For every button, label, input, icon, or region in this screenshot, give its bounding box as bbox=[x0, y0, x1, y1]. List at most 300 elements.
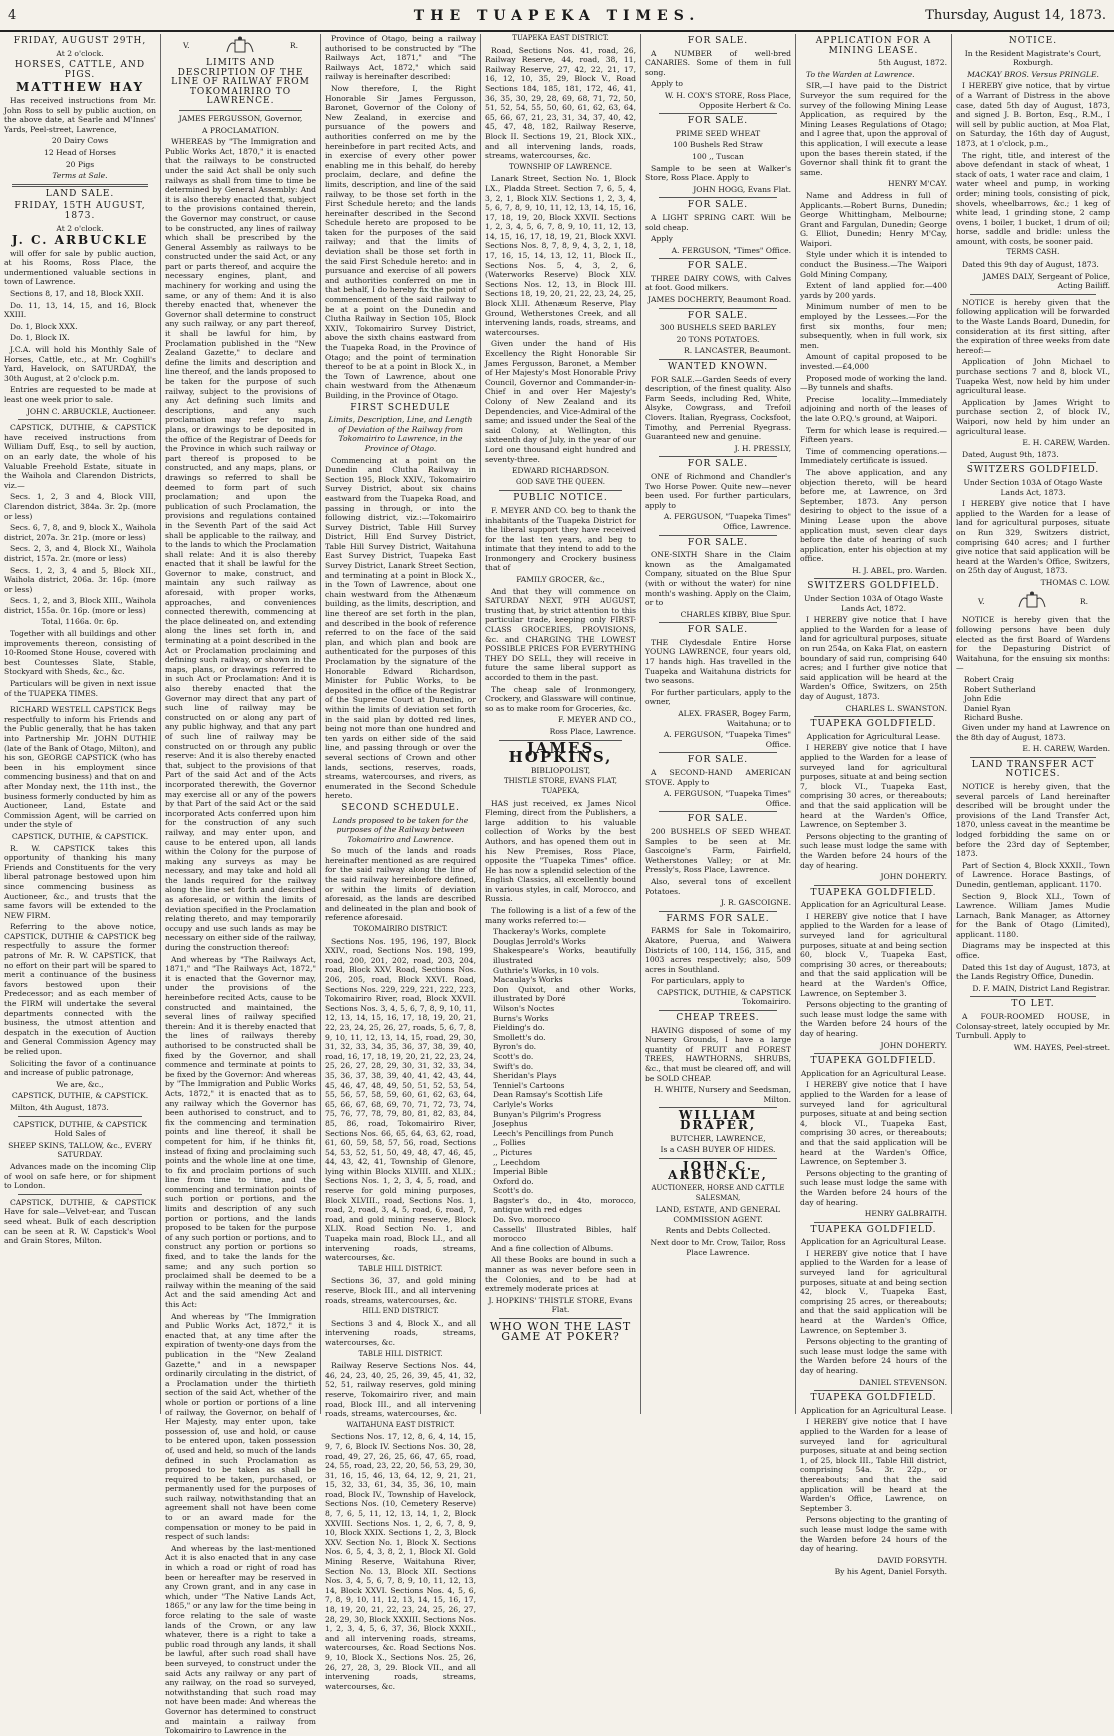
ad-body: Part of Section 4, Block XXXII., Town of Lawrence. Horace Bastings, of Dunedin, gentleman, applicant. 1170. bbox=[956, 860, 1110, 889]
ad-heading: FOR SALE. bbox=[687, 310, 749, 321]
list-item: Carlyle's Works bbox=[493, 1099, 553, 1109]
ad-heading: FOR SALE. bbox=[687, 36, 749, 46]
ad-body: Referring to the above notice, CAPSTICK, DUTHIE & CAPSTICK beg respectfully to assure the former patrons of Mr. R. W. CAPSTICK, that no effort on their part will be spared to merit a continuance of the business favors bestowed upon their Predecessor; and as each member of the FIRM will undertake the several departments connected with the business, the utmost attention and despatch in the execution of Auction and General Commission Agency may be relied upon. bbox=[4, 922, 156, 1056]
ad-body: CAPSTICK, DUTHIE, & CAPSTICK have received instructions from William Duff, Esq., to sell by auction, on an early date, the whole of his Valuable Freehold Estate, situate in the Waihola and Clarendon Districts, viz.— bbox=[4, 423, 156, 490]
divider bbox=[659, 308, 777, 309]
list-item: Imperial Bible bbox=[493, 1167, 548, 1177]
lot-item: Secs. 1, 2, 3 and 4, Block VIII, Clarendon district, 384a. 3r. 2p. (more or less) bbox=[4, 492, 156, 521]
case-name: MACKAY BROS. Versus PRINGLE. bbox=[967, 69, 1099, 79]
ad-body: I HEREBY give notice that I have applied to the Warden for a lease of surveyed land for agricultural purposes, situate at and being section 42, block V., Tuapeka East, comprising 25 acres, or thereabouts; and that the said application will be heard at the Warden's Office, Lawrence, on September 3. bbox=[800, 1248, 947, 1335]
list-item: Guthrie's Works, in 10 vols. bbox=[493, 965, 600, 975]
signature: JOHN C. ARBUCKLE, Auctioneer. bbox=[26, 406, 156, 416]
ad-body: Given under my hand at Lawrence on the 8th day of August, 1873. bbox=[956, 723, 1110, 742]
dateline: Milton, 4th August, 1873. bbox=[10, 1102, 109, 1112]
signature: E. H. CAREW, Warden. bbox=[1022, 438, 1110, 448]
list-item: Don Quixot, and other Works, illustrated by Doré bbox=[493, 984, 636, 1004]
ad-body: Persons objecting to the granting of such lease must lodge the same with the Warden before 24 hours of the day of hearing. bbox=[800, 1515, 947, 1554]
divider bbox=[970, 996, 1096, 997]
dateline: 5th August, 1872. bbox=[878, 58, 947, 68]
divider bbox=[18, 701, 142, 702]
signature: JOHN DOHERTY. bbox=[880, 1040, 947, 1050]
signature: R. LANCASTER, Beaumont. bbox=[684, 346, 791, 356]
sale-time: At 2 o'clock. bbox=[56, 223, 104, 233]
ad-body: A FOUR-ROOMED HOUSE, in Colonsay-street, lately occupied by Mr. Turnbull. Apply to bbox=[956, 1012, 1110, 1041]
notice-heading: APPLICATION FOR A MINING LEASE. bbox=[815, 36, 932, 56]
proclamation-paragraph: And whereas by the last-mentioned Act it is also enacted that in any case in which a road or right of road has been or hereafter may be reserved in any Crown grant, and in any case in which, under "The Native Lands Act, 1865," or any law for the time being in force relating to the sale of waste lands of the Crown, or any law whatever, there is a right to take a public road through any lands, it shall be lawful, after such road shall have been surveyed, to construct under the said Acts any railway or any part of any railway, on the road so surveyed, notwithstanding that such road may not have been made: And whereas the Governor has determined to construct and maintain a railway from Tokomairiro to Lawrence in the bbox=[165, 1543, 316, 1736]
closing-line: GOD SAVE THE QUEEN. bbox=[516, 477, 605, 486]
list-item: Douglas Jerrold's Works bbox=[493, 936, 586, 946]
list-item: Burns's Works bbox=[493, 1013, 549, 1023]
column-3 bbox=[320, 34, 480, 1691]
ad-body: We are, &c., bbox=[56, 1079, 104, 1089]
proclamation-paragraph: And whereas by "The Railways Act, 1871," and "The Railways Act, 1872," it is enacted that the Governor may, under the provisions of the hereinbefore recited Acts, cause to be constructed and maintained, the several lines of railway specified therein: And it is thereby enacted that the lines of railways thereby authorised to be constructed shall be fixed by the Governor, and shall commence and terminate at points to be fixed by the Governor: And whereas by "The Immigration and Public Works Acts, 1872," it is enacted that as to any railway which the Governor has been authorised to construct, and to fix the commencing and termination points and line thereof, it shall be competent for him, if he thinks fit, instead of fixing and proclaiming such points and the whole line at one time, to fix and proclaim portions of such line from time to time, and the commencing and termination points of such portion or portions, and the limits and description of any such portion or portions, and the lands proposed to be taken for the purpose of any such portion or portions, and to construct any portion or portions so fixed, and to take the lands for the same; and any such portion so proclaimed shall be deemed to be a railway within the meaning of the said Act and the said amending Act and this Act: bbox=[165, 954, 316, 1309]
page-number: 4 bbox=[8, 8, 17, 23]
ad-body: Application of John Michael to purchase sections 7 and 8, block VI., Tuapeka West, now held by him under agricultural lease. bbox=[956, 357, 1110, 396]
ad-body: I HEREBY give notice that I have applied to the Warden for a lease of land for agricultural purposes, situate on Run 329, Switzers district, comprising 640 acres; and I further give notice that said application will be heard at the Warden's Office, Switzers, on 25th day of August, 1873. bbox=[956, 499, 1110, 576]
list-item: Robert Sutherland bbox=[964, 684, 1036, 694]
notice-heading: SWITZERS GOLDFIELD. bbox=[966, 465, 1100, 476]
divider bbox=[814, 885, 933, 886]
ad-body: The following is a list of a few of the many works referred to:— bbox=[485, 906, 636, 925]
ad-body: CAPSTICK, DUTHIE, & CAPSTICK Hold Sales of bbox=[13, 1119, 147, 1139]
list-item: Do. Svo. morocco bbox=[493, 1215, 561, 1225]
notice-heading: TUAPEKA GOLDFIELD. bbox=[810, 1393, 937, 1404]
list-item: Wilson's Noctes bbox=[493, 1004, 555, 1013]
lot-item: Sections 8, 17, and 18, Block XXII. bbox=[10, 289, 144, 299]
proclamation-paragraph: So much of the lands and roads hereinafter mentioned as are required for the said railway along the line of the said railway hereinbefore defined, or within the limits of deviation aforesaid, as the lands are described and delineated in the plan and book of reference aforesaid. bbox=[325, 846, 476, 923]
ad-body: NOTICE is hereby given, that the several parcels of Land hereinafter described will be brought under the provisions of the Land Transfer Act, 1870, unless caveat in the meantime be lodged forbidding the same on or before the 23rd day of September, 1873. bbox=[956, 781, 1110, 859]
sections-list: Sections Nos. 195, 196, 197, Block XXIV., road, Sections Nos. 198, 199, road, 200, 201, 202, road, 203, 204, road, Block XXV. Road, Sections Nos. 206, 205, road, Block XXVI. Road, Sections Nos. 229, 229, 221, 222, 223, Tokomairiro River, road, Block XXVII. Sections Nos. 3, 4, 5, 6, 7, 8, 9, 10, 11, 12, 13, 14, 15, 16, 17, 18, 19, 20, 21, 22, 23, 24, 25, 26, 27, roads, 5, 6, 7, 8, 9, 10, 11, 12, 13, 14, 15, road, 29, 30, 31, 32, 33, 34, 35, 36, 37, 38, 39, 40, road, 16, 17, 18, 19, 20, 21, 22, 23, 24, 25, 26, 27, 28, 29, 30, 31, 32, 33, 34, 35, 36, 37, 38, 39, 40, 41, 42, 43, 44, 45, 46, 47, 48, 49, 50, 51, 52, 53, 54, 55, 56, 57, 58, 59, 60, 61, 62, 63, 64, 65, 66, 67, 68, 69, 70, 71, 72, 73, 74, 75, 76, 77, 78, 79, 80, 81, 82, 83, 84, 85, 86, road, Tokomairiro River, Sections Nos. 66, 65, 64, 63, 62, road, 61, 60, 59, 58, 57, 56, road, Sections 54, 53, 52, 51, 50, 49, 48, 47, 46, 45, 44, 43, 42, 41, Township of Glenore, lying within Blocks XLVIII. and XLIX.; Sections Nos. 1, 2, 3, 4, 5, road, and reserve for gold mining purposes, Block XLVIII., road, Sections Nos. 1, road, 2, road, 3, 4, 5, road, 6, road, 7, road, and gold mining reserve, Block XLIX. Road Section No. 1, and Tuapeka main road, Block LI., and all intervening roads, streams, watercourses, &c. bbox=[325, 936, 476, 1263]
column-2 bbox=[160, 34, 320, 1736]
warden-list bbox=[956, 675, 1110, 723]
ad-highlight: 300 BUSHELS SEED BARLEY bbox=[659, 323, 777, 333]
ad-body: CAPSTICK, DUTHIE, & CAPSTICK Have for sale—Velvet-ear, and Tuscan seed wheat. Bulk of each description can be seen at R. W. Capstick's Wool and Grain Stores, Milton. bbox=[4, 1197, 156, 1246]
notice-heading: SWITZERS GOLDFIELD. bbox=[807, 581, 940, 592]
firm-name: CAPSTICK, DUTHIE, & CAPSTICK. bbox=[11, 1091, 149, 1101]
ad-body: RICHARD WESTELL CAPSTICK Begs respectfully to inform his Friends and the Public generally, that he has taken into Partnership Mr. JOHN DUTHIE (late of the Bank of Otago, Milton), and his son, GEORGE CAPSTICK (who has been in his employment since commencing business) and that on and after Monday next, the 11th inst., the business formerly conducted by him as Auctioneer, Land, Estate and Commission Agent, will be carried on under the style of bbox=[4, 705, 156, 830]
dateline: Dated this 9th day of August, 1873. bbox=[962, 260, 1099, 270]
signature: A. FERGUSON, "Tuapeka Times" Office. bbox=[663, 789, 791, 808]
ad-heading: SHEEP SKINS, TALLOW, &c., EVERY SATURDAY. bbox=[8, 1140, 152, 1160]
ad-subheading: Under Section 103A of Otago Waste Lands Act, 1872. bbox=[804, 594, 943, 613]
ad-body: Together with all buildings and other improvements thereon, consisting of 10-Roomed Stone House, covered with best Countesses Slate, Stable, Stockyard with Sheds, &c., &c. bbox=[4, 629, 156, 677]
divider bbox=[659, 456, 777, 457]
district-heading: TOKOMAIRIRO DISTRICT. bbox=[353, 925, 448, 934]
signature: CAPSTICK, DUTHIE, & CAPSTICK Tokomairiro. bbox=[657, 987, 791, 1007]
lot-item: Do. 1, Block IX. bbox=[10, 333, 70, 343]
signature: F. MEYER AND CO., bbox=[558, 715, 636, 725]
ad-body: Term for which lease is required.—Fifteen years. bbox=[800, 425, 947, 445]
proclamation-paragraph: Now therefore, I, the Right Honorable Sir James Fergusson, Baronet, Governor of the Colony of New Zealand, in exercise and pursuance of the powers and authorities conferred on me by the hereinbefore in part recited Acts, and in exercise of every other power enabling me in this behalf, do hereby proclaim, declare, and define the limits, description, and line of the said railway, to be those set forth in the First Schedule hereto; and the lands hereinafter described in the Second Schedule hereto are proposed to be taken for the purposes of the said railway; and that the limits of deviation shall be those set forth in the said First Schedule hereto: and in pursuance and exercise of all powers and authorities conferred on me in that behalf, I do hereby fix the point of commencement of the said railway to be at a point on the Dunedin and Clutha Railway in Section 105, Block XXIV., Tokomairiro Survey District, above the sixth chains eastward from the Tuapeka Road, in the Province of Otago; and the point of termination thereof to be at a point in Block X., in the Town of Lawrence, about one chain westward from the Athenæum Building, in the Province of Otago. bbox=[325, 83, 476, 400]
sections-list: Railway Reserve Sections Nos. 44, 46, 24, 23, 40, 25, 26, 39, 45, 41, 32, 52, 51, railway reserves, gold mining reserve, Tokomairiro river, and main road, Block III., and all intervening roads, streams, watercourses, &c. bbox=[325, 1361, 476, 1419]
ad-highlight: PRIME SEED WHEAT bbox=[675, 128, 761, 138]
sections-list: Lanark Street, Section No. 1, Block LX., Pladda Street. Section 7, 6, 5, 4, 3, 2, 1, Block XLV. Sections 1, 2, 3, 4, 5, 6, 7, 8, 9, 10, 11, 12, 13, 14, 15, 16, 17, 18, 19, 20, Block XXVII. Sections 1, 2, 3, 4, 5, 6, 7, 8, 9, 10, 11, 12, 13, 14, 15, 16, 17, 18, 19, 21, Block XXVI. Sections Nos. 8, 7, 8, 9, 4, 3, 2, 1, 18, 17, 16, 15, 14, 13, 12, 11, Block II., Sections Nos. 5, 4, 3, 2, 6, (Waterworks Reserve) Block XLV. Sections Nos. 12, 13, in Block III. Sections 18, 19, 20, 21, 22, 23, 24, 25, Block XLII. Athenæum Reserve, Play Ground, Wetherstones Creek, and all intervening lands, roads, streams, and watercourses. bbox=[485, 174, 636, 337]
ad-body: Has received instructions from Mr. John Ross to sell by public auction, on the above date, at Searle and M'Innes' Yards, Peel-street, Lawrence, bbox=[4, 95, 156, 134]
divider bbox=[659, 258, 777, 259]
ad-body: I HEREBY give notice, that by virtue of a Warrant of Distress in the above case, dated 5th day of August, 1873, and signed J. B. Borton, Esq., R.M., I will sell by public auction, at Moa Flat, on Saturday, the 16th day of August, 1873, at 1 o'clock, p.m., bbox=[956, 81, 1110, 148]
ad-body: Also, several tons of excellent Potatoes. bbox=[645, 876, 791, 896]
ad-body: F. MEYER AND CO. beg to thank the inhabitants of the Tuapeka District for the liberal support they have received for the last ten years, and beg to intimate that they intend to add to the Ironmongery and Crockery business that of bbox=[485, 505, 636, 573]
notice-heading: TUAPEKA GOLDFIELD. bbox=[810, 887, 937, 898]
signature: A. FERGUSON, "Tuapeka Times" Office, Lawrence. bbox=[663, 512, 791, 531]
ad-body: I HEREBY give notice that I have applied to the Warden for a lease of surveyed land for agricultural purposes, situate at and being section 4, block VI., Tuapeka East, comprising 30 acres, or thereabouts; and that the said application will be heard at the Warden's Office, Lawrence, on September 3. bbox=[800, 1080, 947, 1167]
ad-body: THREE DAIRY COWS, with Calves at foot. Good milkers. bbox=[645, 273, 791, 293]
signature: EDWARD RICHARDSON. bbox=[511, 466, 610, 476]
sections-list: Sections 36, 37, and gold mining reserve, Block III., and all intervening roads, streams, watercourses, &c. bbox=[325, 1276, 476, 1305]
ad-subheading: Under Section 103A of Otago Waste Lands Act, 1873. bbox=[963, 477, 1103, 497]
signature: CHARLES L. SWANSTON. bbox=[845, 703, 947, 713]
issue-date: Thursday, August 14, 1873. bbox=[925, 8, 1106, 23]
signature: JAMES DOCHERTY, Beaumont Road. bbox=[648, 295, 791, 305]
terms: Terms at Sale. bbox=[52, 171, 108, 181]
sale-time: At 2 o'clock. bbox=[56, 48, 104, 58]
ad-highlight: FAMILY GROCER, &c., bbox=[516, 575, 605, 585]
ad-body: All these Books are bound in such a manner as was never before seen in the Colonies, and to be had at extremely moderate prices at bbox=[485, 1255, 636, 1294]
ad-body: Extent of land applied for.—400 yards by 200 yards. bbox=[800, 281, 947, 300]
list-item: Sheridan's Plays bbox=[493, 1071, 557, 1081]
list-item: Richard Bushe. bbox=[964, 713, 1023, 723]
ad-highlight: 20 TONS POTATOES. bbox=[676, 334, 760, 344]
ad-subheading: Application for an Agricultural Lease. bbox=[800, 1405, 947, 1415]
ad-body: NOTICE is hereby given that the following persons have been duly elected as the first Board of Wardens for the Depasturing District of Waitahuna, for the ensuing six months:— bbox=[956, 615, 1110, 673]
divider bbox=[970, 294, 1096, 295]
signature: JOHN HOGG, Evans Flat. bbox=[693, 184, 791, 194]
ad-body: A NUMBER of well-bred CANARIES. Some of them in full song. bbox=[645, 48, 791, 77]
ad-heading: FOR SALE. bbox=[687, 116, 749, 127]
ad-body: I HEREBY give notice that I have applied to the Warden for a lease of land for agricultural purposes, situate on run 254a, on Kaka Flat, on eastern boundary of said run, comprising 640 acres; and I further give notice that said application will be heard at the Warden's Office, Switzers, on 25th day of August, 1873. bbox=[800, 615, 947, 701]
royal-arms-row bbox=[165, 36, 316, 56]
lot-item: Do. 11, 13, 14, 15, and 16, Block XXIII. bbox=[4, 300, 156, 320]
district-heading: HILL END DISTRICT. bbox=[362, 1307, 439, 1316]
ad-body: Style under which it is intended to conduct the Business.—The Waipori Gold Mining Company, bbox=[800, 250, 947, 279]
masthead bbox=[0, 0, 1114, 32]
list-item: Swift's do. bbox=[493, 1061, 534, 1071]
list-item: Cassells' Illustrated Bibles, half morocco bbox=[493, 1224, 636, 1244]
signature: HENRY GALBRAITH. bbox=[864, 1209, 947, 1219]
signature: W. H. COX'S STORE, Ross Place, Opposite Herbert & Co. bbox=[664, 90, 791, 110]
auctioneer-name: J. C. ARBUCKLE bbox=[11, 233, 149, 248]
royal-coat-of-arms-icon bbox=[1017, 591, 1047, 611]
ad-heading: FOR SALE. bbox=[687, 814, 749, 825]
divider bbox=[814, 578, 933, 579]
ad-body: Soliciting the favor of a continuance and increase of public patronage, bbox=[4, 1058, 156, 1078]
divider bbox=[814, 1390, 933, 1391]
ad-body: For particulars, apply to bbox=[651, 976, 745, 986]
sale-date: FRIDAY, 15TH AUGUST, 1873. bbox=[14, 201, 146, 221]
schedule-heading: FIRST SCHEDULE bbox=[350, 402, 451, 413]
schedule-heading: SECOND SCHEDULE. bbox=[341, 802, 460, 813]
ad-body: Proposed mode of working the land.—By tunnels and shafts. bbox=[800, 373, 947, 393]
district-heading: TOWNSHIP OF LAWRENCE. bbox=[509, 162, 612, 171]
divider bbox=[659, 197, 777, 198]
divider bbox=[659, 113, 777, 114]
crest-letter: R. bbox=[289, 41, 298, 51]
signature: DANIEL STEVENSON. bbox=[859, 1377, 947, 1387]
crest-letter: V. bbox=[183, 41, 190, 51]
ad-body: Time of commencing operations.—Immediately certificate is issued. bbox=[800, 446, 947, 466]
divider bbox=[970, 462, 1096, 463]
proclamation-paragraph: Commencing at a point on the Dunedin and Clutha Railway in Section 195, Block XXIV., Tokomairiro Survey District, about six chains eastward from the Tuapeka Road, and passing in through, or into the following district, viz.:—Tokomairiro Survey District, Table Hill Survey District, Hill End Survey District, Table Hill Survey District, Waitahuna East Survey District, Tuapeka East Survey District, Lanark Street Section, and terminating at a point in Block X., in the Town of Lawrence, about one chain westward from the Athenæum building, as the limits, description, and line thereof are set forth in the plan, and described in the book of reference referred to on the face of the said plan, and which plan and book are authenticated for the purposes of this Proclamation by the signature of the Honorable Edward Richardson, Minister for Public Works, to be deposited in the office of the Registrar of the Supreme Court at Dunedin, or within the limits of deviation set forth in the said plan by dotted red lines, being not more than one hundred and ten yards on either side of the said line, and passing through or over the several sections of Crown and other lands, sections, reserves, roads, streams, watercourses, and rivers, as enumerated in the Second Schedule hereto. bbox=[325, 455, 476, 801]
ad-body: Is a CASH BUYER OF HIDES. bbox=[660, 1145, 776, 1155]
ad-body: Persons objecting to the granting of such lease must lodge the same with the Warden before 24 hours of the day of hearing. bbox=[800, 831, 947, 870]
proclamation-heading: A PROCLAMATION. bbox=[202, 125, 279, 135]
crest-letter: R. bbox=[1079, 596, 1088, 606]
lot-item: 100 ,, Tuscan bbox=[692, 151, 744, 161]
divider bbox=[970, 757, 1096, 758]
proclamation-paragraph: And whereas by "The Immigration and Public Works Act, 1872," it is enacted that, at any time after the expiration of twenty-one days from the publication in the "New Zealand Gazette," and in a newspaper ordinarily circulating in the district, of a Proclamation under the thirtieth section of the said Act, whether of the whole or portion or portions of a line of railway, the Governor, on behalf of Her Majesty, may enter upon, take possession of, use and hold, or cause to be entered upon, taken possession of, used and held, so much of the lands defined in such Proclamation as proposed to be taken as shall be required to be taken, purchased, or permanently used for the purposes of such railway, notwithstanding that an agreement shall not have been come to or an award made for the compensation or money to be paid in respect of such lands: bbox=[165, 1311, 316, 1542]
royal-arms-row bbox=[956, 591, 1110, 611]
ad-body: Name and Address in full of Applicants.—Robert Burns, Dunedin; George Whittingham, Melbourne; Grant and Fargulan, Dunedin; George G. Elliot, Dunedin; Henry M'Cay, Waipori. bbox=[800, 190, 947, 248]
ad-subheading: THISTLE STORE, EVANS FLAT, TUAPEKA, bbox=[504, 777, 617, 795]
ad-body: Persons objecting to the granting of such lease must lodge the same with the Warden before 24 hours of the day of hearing. bbox=[800, 1168, 947, 1207]
ad-body: And that they will commence on SATURDAY NEXT, 9TH AUGUST, trusting that, by strict attention to this particular trade, keeping only FIRST-CLASS GROCERIES, PROVISIONS, &c. and CHARGING THE LOWEST POSSIBLE PRICES FOR EVERYTHING THEY DO SELL, they will receive in future the same liberal support as accorded to them in the past. bbox=[485, 586, 636, 682]
column-6 bbox=[795, 34, 951, 1577]
list-item: Oxford do. bbox=[493, 1176, 534, 1186]
list-item: John Edie bbox=[964, 694, 1002, 704]
lot-item: Do. 1, Block XXX. bbox=[10, 321, 78, 331]
proclamation-title: LIMITS AND DESCRIPTION OF THE LINE OF RAILWAY FROM TOKOMAIRIRO TO LAWRENCE. bbox=[171, 58, 310, 107]
list-item: Bunyan's Pilgrim's Progress bbox=[493, 1109, 602, 1119]
dateline: Dated, August 9th, 1873. bbox=[962, 449, 1059, 459]
royal-coat-of-arms-icon bbox=[225, 36, 255, 56]
ad-body: Sample to be seen at Walker's Store, Ross Place. Apply to bbox=[645, 163, 791, 183]
proclamation-paragraph: Province of Otago, being a railway authorised to be constructed by "The Railways Act, 1871," and "The Railways Act, 1872," which said railway is hereinafter described: bbox=[325, 34, 476, 82]
signature: J. H. PRESSLY, bbox=[734, 443, 791, 453]
ad-heading: FOR SALE. bbox=[687, 537, 749, 548]
ad-body: Particulars will be given in next issue of the TUAPEKA TIMES. bbox=[4, 679, 156, 698]
list-item: Daniel Ryan bbox=[964, 703, 1011, 713]
divider bbox=[659, 622, 777, 623]
lot-item: Secs. 2, 3, and 4, Block XI., Waihola district, 157a. 2r. (more or less) bbox=[4, 544, 156, 563]
signature: WM. HAYES, Peel-street. bbox=[1013, 1042, 1110, 1052]
ad-body: J.C.A. will hold his Monthly Sale of Horses, Cattle, etc., at Mr. Coghill's Yard, Havelock, on SATURDAY, the 30th August, at 2 o'clock p.m. bbox=[4, 345, 156, 383]
list-item: Smollett's do. bbox=[493, 1032, 546, 1042]
divider bbox=[659, 752, 777, 753]
ad-body: will offer for sale by public auction, at his Rooms, Ross Place, the undermentioned valuable sections in town of Lawrence. bbox=[4, 248, 156, 287]
ad-heading: PUBLIC NOTICE. bbox=[513, 493, 608, 504]
lot-item: Secs. 1, 2, 3, 4 and 5, Block XII., Waihola district, 206a. 3r. 16p. (more or less) bbox=[4, 565, 156, 594]
ad-subheading: In the Resident Magistrate's Court, Roxburgh. bbox=[964, 48, 1102, 68]
divider bbox=[659, 1010, 777, 1011]
ad-body: ONE-SIXTH Share in the Claim known as the Amalgamated Company, situated on the Blue Spur (with or without the water) for nine month's washing. Apply on the Claim, or to bbox=[645, 550, 791, 608]
district-heading: WAITAHUNA EAST DISTRICT. bbox=[346, 1420, 455, 1429]
book-list bbox=[485, 927, 636, 1244]
ad-body: THE Clydesdale Entire Horse YOUNG LAWRENCE, four years old, 17 hands high. Has travelled in the Tuapeka and Waitahuna districts for two seasons. bbox=[645, 637, 791, 686]
terms: TERMS CASH. bbox=[1006, 248, 1060, 257]
signature: E. H. CAREW, Warden. bbox=[1022, 744, 1110, 754]
divider bbox=[659, 811, 777, 812]
ad-subheading: BUTCHER, LAWRENCE, bbox=[670, 1133, 766, 1143]
ad-body: ONE of Richmond and Chandler's Two Horse Power. Quite new—never been used. For further particulars, apply to bbox=[645, 471, 791, 510]
notice-heading: TO LET. bbox=[1011, 999, 1055, 1010]
signature: JAMES DALY, Sergeant of Police, Acting Bailiff. bbox=[982, 271, 1110, 291]
ad-body: Persons objecting to the granting of such lease must lodge the same with the Warden before 24 hours of the day of hearing. bbox=[800, 1000, 947, 1038]
ad-subheading: Application for an Agricultural Lease. bbox=[800, 1237, 947, 1247]
divider bbox=[499, 490, 622, 491]
district-heading: TUAPEKA EAST DISTRICT. bbox=[512, 34, 609, 42]
ad-heading: FOR SALE. bbox=[687, 459, 749, 470]
list-item: Byron's do. bbox=[493, 1042, 537, 1052]
ad-body: FOR SALE.—Garden Seeds of every description, of the finest quality. Also Farm Seeds, including Red, White, Alsyke, Cowgrass, and Trefoil Clovers. Italian, Ryegrass, Cocksfoot, Timothy, and Perrenial Ryegrass. Guaranteed new and genuine. bbox=[645, 374, 791, 442]
address: Ross Place, Lawrence. bbox=[549, 726, 636, 736]
list-item: Shakespeare's Works, beautifully illustrated bbox=[493, 946, 636, 966]
divider bbox=[659, 535, 777, 536]
ad-body: Minimum number of men to be employed by the Lessees.—For the first six months, four men; subsequently, when in full work, six men. bbox=[800, 302, 947, 350]
divider bbox=[18, 419, 142, 420]
ad-body: NOTICE is hereby given that the following application will be forwarded to the Waste Lands Board, Dunedin, for consideration at its first sitting, after the expiration of three weeks from date hereof:— bbox=[956, 297, 1110, 355]
ad-body: Rents and Debts Collected. bbox=[665, 1226, 771, 1236]
ad-body: SIR,—I have paid to the District Surveyor the sum required for the survey of the following Mining Lease Application, as required by the Mining Leases Regulations of Otago; and I agree that, upon the approval of this application, I will execute a lease upon the bases therein stated, if the Governor shall think fit to grant the same. bbox=[800, 81, 947, 177]
ad-heading: FOR SALE. bbox=[687, 261, 749, 272]
ad-heading: WANTED KNOWN. bbox=[667, 362, 769, 373]
signature: D. F. MAIN, District Land Registrar. bbox=[972, 983, 1110, 993]
ad-heading: FARMS FOR SALE. bbox=[666, 913, 770, 924]
ad-subheading: Application for Agricultural Lease. bbox=[806, 731, 941, 741]
list-item: Robert Craig bbox=[964, 675, 1014, 685]
divider bbox=[814, 716, 933, 717]
ad-body: I HEREBY give notice that I have applied to the Warden for a lease of surveyed land for agricultural purposes, situate at and being section 7, block VI., Tuapeka East, comprising 30 acres, or thereabouts; and that the said application will be heard at the Warden's Office, Lawrence, on September 3. bbox=[800, 743, 947, 830]
auctioneer-name: MATTHEW HAY bbox=[15, 80, 145, 95]
address: Next door to Mr. Crow, Tailor, Ross Place Lawrence. bbox=[650, 1237, 786, 1257]
ad-body: Application by James Wright to purchase section 2, of block IV., Waipori, now held by him under an agricultural lease. bbox=[956, 397, 1110, 436]
ad-heading: LAND SALE. bbox=[45, 188, 115, 199]
ad-body: The above application, and any objection thereto, will be heard before me, at Lawrence, on 3rd September, 1873. Any person desiring to object to the issue of a Mining Lease upon the above application must, seven clear days before the date of hearing of such application, enter his objection at my office. bbox=[800, 467, 947, 564]
signature: JOHN DOHERTY. bbox=[880, 872, 947, 882]
ad-heading: HORSES, CATTLE, AND PIGS. bbox=[14, 60, 146, 80]
sections-list: Sections 3 and 4, Block X., and all intervening roads, streams, watercourses, &c. bbox=[325, 1318, 476, 1347]
notice-heading: TUAPEKA GOLDFIELD. bbox=[810, 719, 937, 730]
list-item: ,, Follies bbox=[493, 1138, 526, 1148]
ad-body: Apply to bbox=[651, 79, 683, 89]
signature: J. R. GASCOIGNE. bbox=[720, 898, 791, 908]
notice-heading: TUAPEKA GOLDFIELD. bbox=[810, 1224, 937, 1235]
divider bbox=[659, 359, 777, 360]
notice-heading: TUAPEKA GOLDFIELD. bbox=[810, 1056, 937, 1067]
ad-heading: FOR SALE. bbox=[687, 200, 749, 211]
column-4 bbox=[480, 34, 640, 1414]
ad-body: Section 9, Block XLI., Town of Lawrence. William James Mudie Larnach, Bank Manager, as Attorney for the Bank of Otago (Limited), applicant. 1180. bbox=[956, 891, 1110, 939]
signature: A. FERGUSON, "Tuapeka Times" Office. bbox=[663, 730, 791, 749]
lot-total: Total, 1166a. 0r. 6p. bbox=[41, 617, 119, 627]
list-item: ,, Pictures bbox=[493, 1147, 532, 1157]
lot-item: 20 Pigs bbox=[65, 159, 95, 169]
divider bbox=[659, 911, 777, 912]
signature: THOMAS C. LOW. bbox=[1040, 577, 1110, 587]
ad-body: HAS just received, ex James Nicol Fleming, direct from the Publishers, a large addition to his valuable collection of Works by the best Authors, and has opened them out in his New Premises, Ross Place, opposite the "Tuapeka Times" office. He has now a splendid selection of the English Classics, all excellently bound in various styles, in calf, Morocco, and Russia. bbox=[485, 798, 636, 904]
signature: CHARLES KIBBY, Blue Spur. bbox=[680, 609, 791, 619]
list-item: Fielding's do. bbox=[493, 1023, 545, 1033]
schedule-subheading: Limits, Description, Line, and Length of Deviation of the Railway from Tokomairiro to Lawrence, in the Province of Otago. bbox=[328, 415, 473, 453]
governor-name: JAMES FERGUSSON, Governor, bbox=[178, 113, 303, 123]
district-heading: TABLE HILL DISTRICT. bbox=[358, 1349, 443, 1358]
signature: H. J. ABEL, pro. Warden. bbox=[852, 565, 947, 575]
divider bbox=[12, 184, 148, 187]
ad-heading: CHEAP TREES. bbox=[676, 1013, 760, 1024]
proclamation-paragraph: Given under the hand of His Excellency the Right Honorable Sir James Fergusson, Baronet, a Member of Her Majesty's Most Honorable Privy Council, Governor and Commander-in-Chief in and over Her Majesty's Colony of New Zealand and its Dependencies, and Vice-Admiral of the same; and issued under the Seal of the said Colony, at Wellington, this sixteenth day of July, in the year of our Lord one thousand eight hundred and seventy-three. bbox=[485, 339, 636, 464]
ad-body: Precise locality.—Immediately adjoining and north of the leases of the late O.P.Q.'s ground, at Waipori. bbox=[800, 394, 947, 423]
divider bbox=[499, 1318, 622, 1319]
list-item: Macaulay's Works bbox=[493, 975, 563, 985]
column-1 bbox=[0, 34, 160, 1414]
lot-item: 100 Bushels Red Straw bbox=[673, 140, 763, 150]
lot-item: 20 Dairy Cows bbox=[51, 136, 109, 146]
newspaper-title: THE TUAPEKA TIMES. bbox=[413, 8, 701, 24]
divider bbox=[18, 1194, 142, 1195]
ad-body: The cheap sale of Ironmongery, Crockery, and Glassware will continue, so as to make room for Groceries, &c. bbox=[485, 684, 636, 713]
ad-body: Amount of capital proposed to be invested.—£4,000 bbox=[800, 352, 947, 371]
ad-body: And a fine collection of Albums. bbox=[491, 1243, 614, 1253]
ad-body: 200 BUSHELS OF SEED WHEAT. Samples to be seen at Mr. Gascoigne's Farm, Fairfield, Wetherstones Valley; or at Mr. Pressly's, Ross Place, Lawrence. bbox=[645, 826, 791, 875]
ad-body: HAVING disposed of some of my Nursery Grounds, I have a large quantity of FRUIT and FOREST TREES, HAWTHORNS, SHRUBS, &c., that must be cleared off, and will be SOLD CHEAP. bbox=[645, 1025, 791, 1083]
ad-body: A LIGHT SPRING CART. Will be sold cheap. bbox=[645, 212, 791, 232]
ad-subheading: Application for an Agricultural Lease. bbox=[800, 900, 947, 910]
ad-body: A SECOND-HAND AMERICAN STOVE. Apply to bbox=[645, 768, 791, 787]
signature: A. FERGUSON, "Times" Office. bbox=[671, 245, 791, 255]
divider bbox=[814, 1053, 933, 1054]
ad-body: To the Warden at Lawrence. bbox=[806, 69, 915, 79]
notice-heading: NOTICE. bbox=[1008, 36, 1058, 46]
list-item: Tenniel's Cartoons bbox=[493, 1080, 565, 1090]
firm-name: CAPSTICK, DUTHIE, & CAPSTICK. bbox=[11, 831, 149, 841]
ad-heading: WHO WON THE LAST GAME AT POKER? bbox=[489, 1320, 632, 1343]
signature: H. WHITE, Nursery and Seedsman, Milton. bbox=[654, 1085, 791, 1104]
signature: DAVID FORSYTH. bbox=[877, 1555, 947, 1565]
ad-body: For further particulars, apply to the owner, bbox=[645, 687, 791, 707]
ad-body: The right, title, and interest of the above defendant in stack of wheat, 1 stack of oats, 1 water race and claim, 1 water wheel and pump, in working order; mining tools, consisting of pick, shovels, wheelbarrows, &c.; 1 keg of white lead, 1 grinding stone, 2 camp ovens, 1 boiler, 1 bucket, 1 drum of oil; horse, saddle and bridle: unless the amount, with costs, be sooner paid. bbox=[956, 150, 1110, 246]
signature: HENRY M'CAY. bbox=[887, 179, 947, 189]
sale-date: FRIDAY, AUGUST 29TH, bbox=[13, 36, 147, 46]
divider bbox=[179, 110, 302, 111]
sections-list: Road, Sections Nos. 41, road, 26, Railway Reserve, 44, road, 38, 11, Railway Reserve, 27, 42, 22, 21, 17, 16, 12, 10, 35, 29, Block V., Road Sections 184, 185, 181, 172, 46, 41, 36, 35, 30, 29, 28, 69, 68, 71, 72, 50, 51, 52, 54, 55, 50, 60, 61, 62, 63, 64, 65, 66, 67, 21, 23, 31, 34, 37, 40, 42, 45, 47, 48, 182, Railway Reserve, Block II. Sections 19, 21, Block XIX., and all intervening lands, roads, streams, watercourses, &c. bbox=[485, 45, 636, 161]
ad-heading: JAMES HOPKINS, bbox=[508, 738, 613, 767]
lot-item: 12 Head of Horses bbox=[44, 147, 116, 157]
list-item: Scott's do. bbox=[493, 1051, 534, 1061]
district-heading: TABLE HILL DISTRICT. bbox=[358, 1264, 443, 1273]
schedule-subheading: Lands proposed to be taken for the purposes of the Railway between Tokomairiro and Lawrence. bbox=[332, 815, 469, 844]
ad-body: Apply bbox=[651, 234, 673, 244]
lot-item: Secs. 6, 7, 8, and 9, block X., Waihola district, 207a. 3r. 21p. (more or less) bbox=[4, 523, 156, 542]
ad-heading: JOHN C. ARBUCKLE, bbox=[668, 1158, 768, 1183]
list-item: Josephus bbox=[493, 1119, 528, 1129]
ad-body: Dated this 1st day of August, 1873, at the Lands Registry Office, Dunedin. bbox=[956, 962, 1110, 982]
list-item: Dean Ramsay's Scottish Life bbox=[493, 1090, 603, 1100]
ad-body: FARMS for Sale in Tokomairiro, Akatore, Puerua, and Waiwera Districts of 100, 114, 156, 315, and 1003 acres respectively; also, 509 acres in Southland. bbox=[645, 926, 791, 974]
ad-subheading: LAND, ESTATE, AND GENERAL COMMISSION AGENT. bbox=[655, 1205, 781, 1224]
divider bbox=[18, 1116, 142, 1117]
proclamation-paragraph: WHEREAS by "The Immigration and Public Works Act, 1870," it is enacted that the railways to be constructed under the said Act shall be only such railways as shall from time to time be determined by General Assembly: And it is also thereby enacted that, subject to the provisions contained therein, the Governor may construct, or cause to be constructed, any lines of railway which shall be prescribed by the General Assembly as railways to be constructed under the said Act, or any part or parts thereof, and acquire the necessary engines, plant, and machinery for working and using the same, or any of them: And it is also thereby enacted that, whenever the Governor shall determine to construct any such railway, or any part thereof, it shall be lawful for him, by Proclamation published in the "New Zealand Gazette," to declare and define the limits and description and line thereof, and the lands proposed to be taken for the purpose of such railway, subject to the provisions of any Act defining such limits and descriptions, and any such proclamation may refer to maps, plans, or drawings to be deposited in the office of the Registrar of Deeds for the Province in which such railway or part thereof is proposed to be constructed, and any maps, plans, or drawings so referred to shall be deemed to form part of such proclamation; and upon the publication of such Proclamation, the provisions and regulations contained in the Seventh Part of the said Act shall be applicable to the railway, and to the lands to which the Proclamation shall relate: And it is also thereby enacted that it shall be lawful for the Governor to make, construct, and maintain any such railway as aforesaid, with proper works, approaches, and conveniences connected therewith, commencing at the place delineated on, and extending along the lines set forth in, and terminating at a point described in the Act or Proclamation proclaiming and defining such railway, or shown in the maps, plans, or drawings referred to in such Act or Proclamation: And it is also thereby enacted that the Governor may direct that any part of such line of railway may be constructed on or along any part of any public highway, and that any part of such line of railway may be constructed on or through any public reserve: And it is also thereby enacted that, subject to the provisions of that Part of the said Act and of the Acts incorporated therewith, the Governor may exercise all or any of the powers by that Part of the said Act or the said incorporated Acts conferred upon him for the construction of any such railway, and may enter upon, and cause to be entered upon, all lands within the Colony for the purpose of making any surveys as may be necessary, and may take and hold all the lands required for the railway along the line set forth and described as aforesaid, or within the limits of deviation specified in the Proclamation relating thereto, and may temporarily occupy and use such lands as may be necessary on either side of the railway, during the construction thereof: bbox=[165, 137, 316, 953]
column-7 bbox=[951, 34, 1114, 1414]
list-item: Scott's do. bbox=[493, 1186, 534, 1196]
ad-body: Diagrams may be inspected at this office. bbox=[956, 941, 1110, 961]
sections-list: Sections Nos. 17, 12, 8, 6, 4, 14, 15, 9, 7, 6, Block IV. Sections Nos. 30, 28, road, 49, 27, 26, 25, 66, 47, 65, road, 24, 55, road, 23, 22, 20, 56, 53, 29, 30, 31, 16, 15, 46, 13, 64, 12, 9, 21, 21, 15, 32, 33, 61, 34, 35, 36, 10, main road, Block IV., Township of Havelock, Sections Nos. (10, Cemetery Reserve) 8, 7, 6, 5, 11, 12, 13, 14, 1, 2, Block XXVIII. Sections Nos. 1, 2, 6, 7, 8, 9, 10, Block XXIX. Sections 1, 2, 3, Block XXV. Section No. 1, Block X. Sections Nos. 6, 5, 4, 3, 8, 2, 1, Block XI. Gold Mining Reserve, Waitahuna River, Section No. 13, Block XII. Sections Nos. 3, 4, 5, 6, 7, 8, 9, 10, 11, 12, 13, 14, Block XXVI. Sections Nos. 4, 5, 6, 7, 8, 9, 10, 11, 12, 13, 14, 15, 16, 17, 18, 19, 20, 21, 22, 23, 24, 25, 26, 27, 28, 29, 30, Block XXXIII. Sections Nos. 1, 2, 3, 4, 5, 6, 37, 36, Block XXXII., and all intervening roads, streams, watercourses, &c. Road Sections Nos. 9, 10, Block X., Sections Nos. 25, 26, 26, 27, 28, 3, 29. Block VII., and all intervening roads, streams, watercourses, &c. bbox=[325, 1432, 476, 1691]
notice-heading: LAND TRANSFER ACT NOTICES. bbox=[971, 759, 1095, 780]
ad-heading: FOR SALE. bbox=[687, 755, 749, 766]
list-item: ,, Leechdom bbox=[493, 1157, 541, 1167]
ad-body: Entries are requested to be made at least one week prior to sale. bbox=[4, 385, 156, 404]
signature: ALEX. FRASER, Bogey Farm, Waitahuna; or to bbox=[678, 709, 791, 728]
ad-subheading: AUCTIONEER, HORSE AND CATTLE SALESMAN, bbox=[651, 1183, 785, 1202]
signature: J. HOPKINS' THISTLE STORE, Evans Flat. bbox=[488, 1295, 633, 1315]
column-5 bbox=[640, 34, 795, 1414]
ad-heading: WILLIAM DRAPER, bbox=[678, 1108, 758, 1132]
list-item: Bagster's do., in 4to, morocco, antique with red edges bbox=[493, 1195, 636, 1215]
list-item: Leech's Pencillings from Punch bbox=[493, 1128, 614, 1138]
list-item: Thackeray's Works, complete bbox=[493, 927, 606, 937]
divider bbox=[814, 1222, 933, 1223]
ad-body: Persons objecting to the granting of such lease must lodge the same with the Warden before 24 hours of the day of hearing. bbox=[800, 1337, 947, 1375]
ad-body: I HEREBY give notice that I have applied to the Warden for a lease of surveyed land for agricultural purposes, situate at and being section 60, block V., Tuapeka East, comprising 30 acres, or thereabouts; and that the said application will be heard at the Warden's Office, Lawrence, on September 3. bbox=[800, 911, 947, 998]
ad-heading: FOR SALE. bbox=[687, 625, 749, 636]
